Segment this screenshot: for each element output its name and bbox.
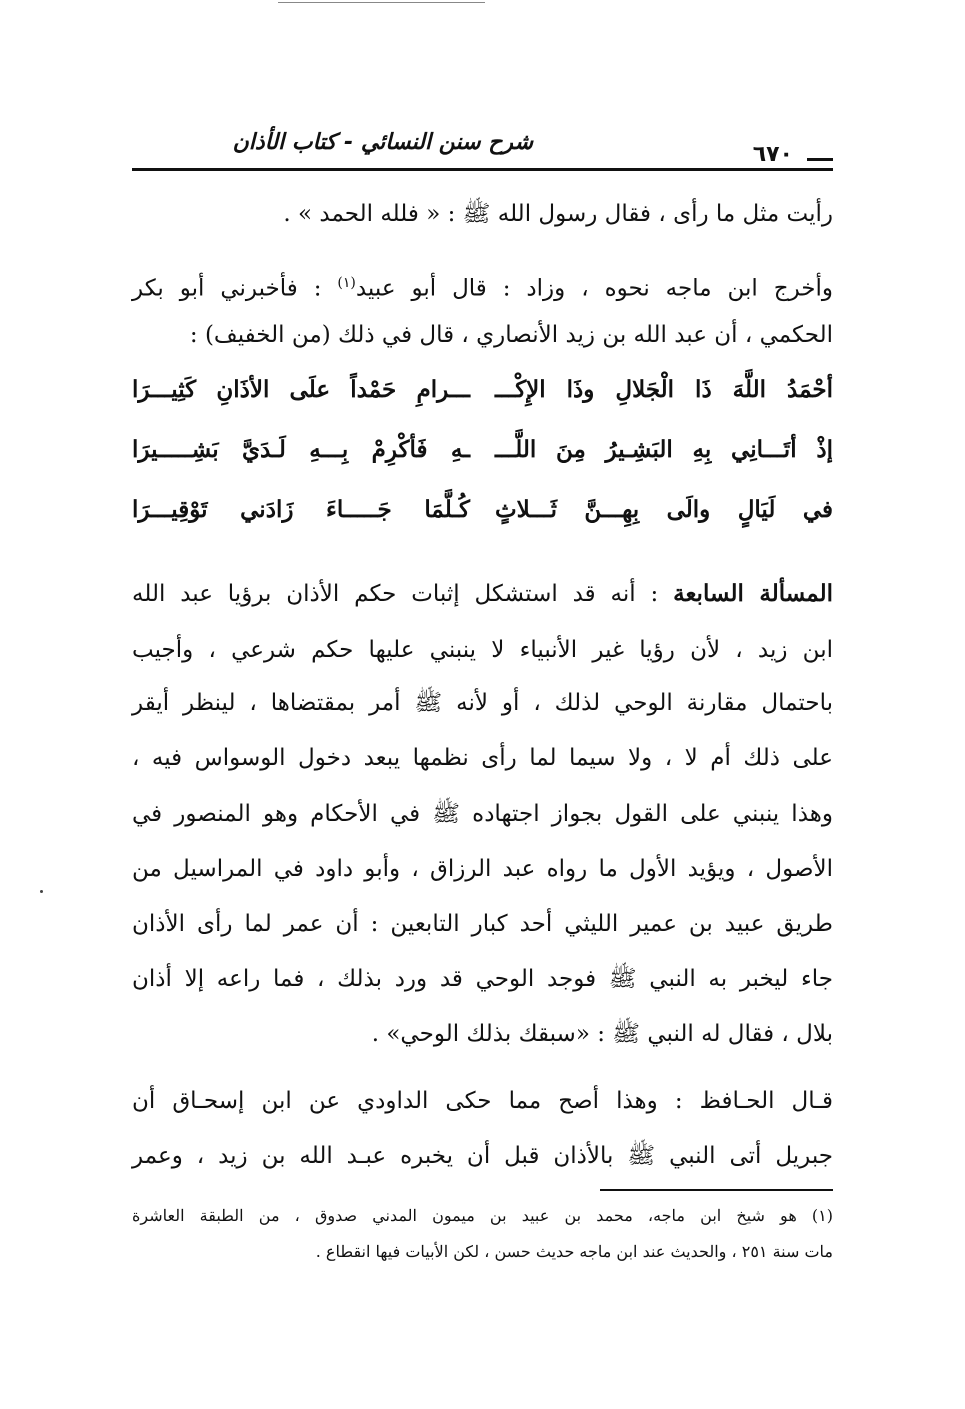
issue-line: ابن زيد ، لأن رؤيا غير الأنبياء لا ينبني عليها حكم شرعي ، وأجيب [132,637,833,663]
scan-speck [40,890,43,893]
running-header [132,118,833,178]
body-line-3: الحكمي ، أن عبد الله بن زيد الأنصاري ، قال في ذلك (من الخفيف) : [189,322,833,348]
body-line-2b: : فأخبرني أبو بكر [132,275,338,302]
footnote-ref: (١) [337,275,356,291]
verse-first-hemistich: أحْمَدُ اللَّهَ ذَا الْجَلالِ وذَا الإِكْـــ [495,376,833,403]
issue-line: طريق عبيد بن عمير الليثي أحد كبار التابعين : أن عمر لما رأى الأذان [132,911,833,937]
header-title: شرح سنن النسائي - كتاب الأذان [232,130,533,155]
issue-heading: المسألة السابعة [673,580,833,607]
footnote-rule [600,1189,833,1191]
verse-first-hemistich: في لَيَالٍ والَى بِهِـــنَّ ثَـــلاثٍ [495,496,833,523]
footnote-line: مات سنة ٢٥١ ، والحديث عند ابن ماجه حديث حسن ، لكن الأبيات فيها انقطاع . [315,1242,833,1261]
header-rule [132,168,833,171]
body-line-2 [132,265,833,307]
issue-line: باحتمال مقارنة الوحي لذلك ، أو لأنه ﷺ أمر بمقتضاها ، لينظر أيقر [132,690,833,716]
verse-first-hemistich: إذْ أتَـــانِي بِهِ البَشِـيرُ مِنَ اللَّـــ [495,436,833,463]
verse-second-hemistich: ـهِ فَأكْرِمْ بِـــهِ لَـدَيَّ بَشِـــــيرَا [132,436,470,463]
issue-line: الأصول ، ويؤيد الأول ما رواه عبد الرزاق ، وأبو داود في المراسيل من [132,856,833,882]
issue-line-1 [132,576,833,612]
hafiz-line: قـال الحـافظ : وهذا أصح مما حكى الداودي عن ابن إسحـاق أن [132,1088,833,1114]
issue-line-1-text: : أنه قد استشكل إثبات حكم الأذان برؤيا عبد الله [132,581,674,607]
issue-line: جاء ليخبر به النبي ﷺ فوجد الوحي قد ورد بذلك ، فما راعه إلا أذان [132,966,833,992]
issue-line: وهذا ينبني على القول بجواز اجتهاده ﷺ في الأحكام وهو المنصور في [132,801,833,827]
issue-line: على ذلك أم لا ، ولا سيما لما رأى نظمها يبعد دخول الوسواس فيه ، [132,745,834,771]
issue-line: بلال ، فقال له النبي ﷺ : «سبقك بذلك الوحي» . [371,1021,833,1047]
footnote-line: (١) هو شيخ ابن ماجه، محمد بن عبيد بن ميمون المدني صدوق ، من الطبقة العاشرة [132,1206,833,1225]
hafiz-line: جبريل أتى النبي ﷺ بالأذان قبل أن يخبره عبـد الله بن زيد ، وعمر [132,1143,833,1169]
verse-second-hemistich: ـــرامِ حَمْداً علَى الأذَانِ كَثِيـــرَا [132,376,470,403]
page-number: ٦٧٠ [752,142,793,167]
header-dash [807,158,833,161]
body-line-2a: وأخرج ابن ماجه نحوه ، وزاد : قال أبو عبيد [355,275,833,302]
top-rule [278,2,485,3]
verse-second-hemistich: كُـلَّمَا جَـــــاءَ زَادَني تَوْقِيـــرَا [132,496,470,523]
body-line-1: رأيت مثل ما رأى ، فقال رسول الله ﷺ : « فلله الحمد » . [283,201,833,227]
